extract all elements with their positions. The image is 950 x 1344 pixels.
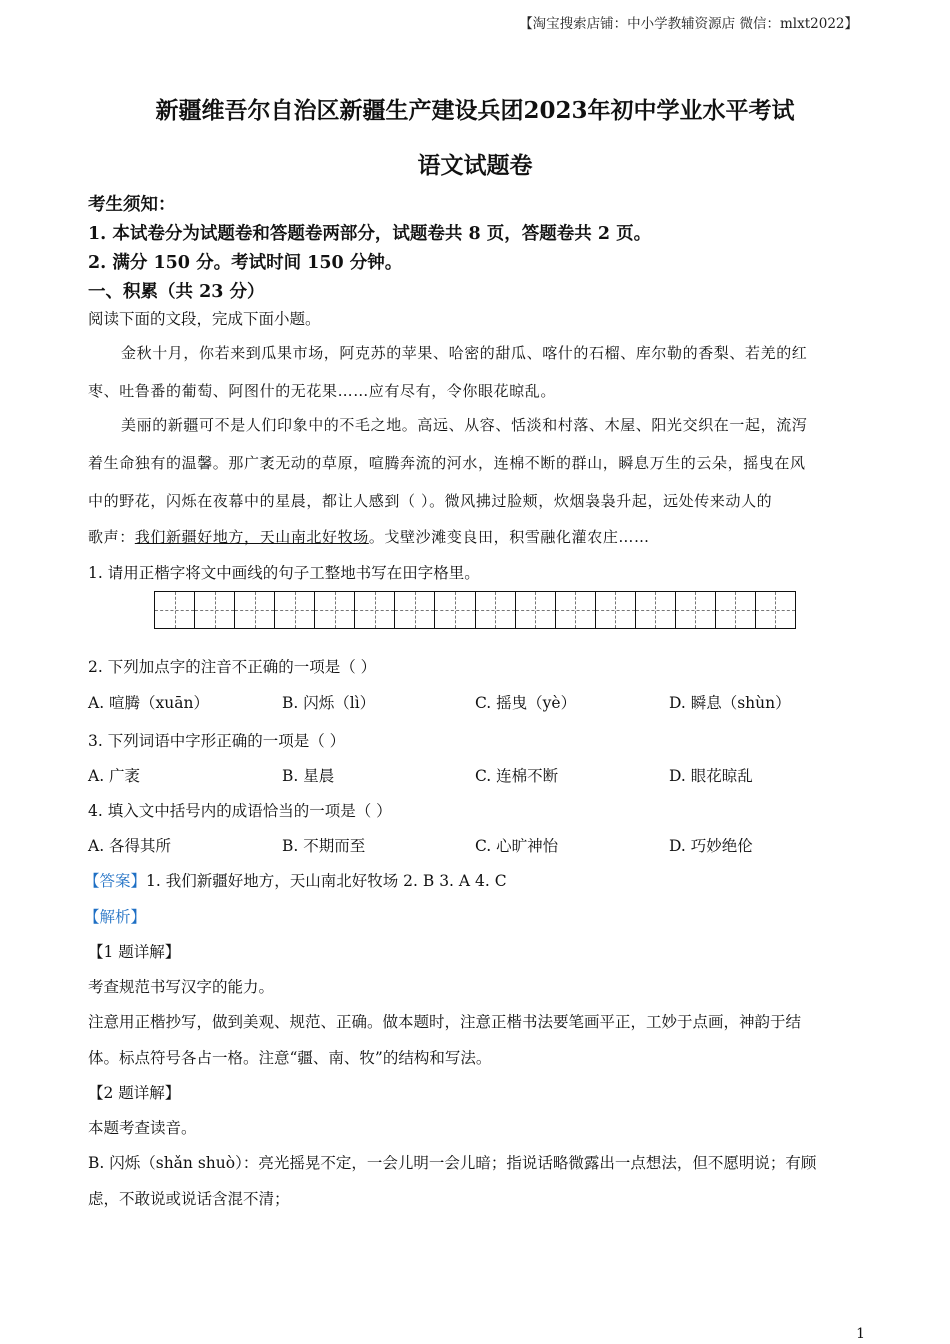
- page-number: 1: [856, 1326, 865, 1342]
- grid-cell[interactable]: [315, 592, 355, 628]
- passage-line: 着生命独有的温馨。那广袤无动的草原，喧腾奔流的河水，连棉不断的群山，瞬息万生的云朵，摇曳在风: [88, 454, 806, 472]
- shop-note: 【淘宝搜索店铺：中小学教辅资源店 微信：mlxt2022】: [519, 16, 858, 32]
- grid-cell[interactable]: [435, 592, 475, 628]
- grid-cell[interactable]: [235, 592, 275, 628]
- passage-text: 。戈壁沙滩变良田，积雪融化灌农庄……: [368, 528, 650, 546]
- analysis-line: 考查规范书写汉字的能力。: [88, 978, 275, 996]
- grid-cell[interactable]: [275, 592, 315, 628]
- grid-cell[interactable]: [195, 592, 235, 628]
- question-2: 2. 下列加点字的注音不正确的一项是（ ）: [88, 658, 377, 676]
- grid-cell[interactable]: [395, 592, 435, 628]
- q4-option-b: B. 不期而至: [282, 837, 366, 855]
- notice-heading: 考生须知：: [88, 195, 176, 215]
- reading-instruction: 阅读下面的文段，完成下面小题。: [88, 310, 321, 328]
- answer-line: [84, 869, 507, 891]
- question-4: 4. 填入文中括号内的成语恰当的一项是（ ）: [88, 802, 392, 820]
- notice-item-2: 2. 满分 150 分。考试时间 150 分钟。: [88, 253, 403, 273]
- q2-option-d: D. 瞬息（shùn）: [669, 694, 791, 712]
- q4-option-d: D. 巧妙绝伦: [669, 837, 753, 855]
- question-3: 3. 下列词语中字形正确的一项是（ ）: [88, 732, 346, 750]
- q2-option-c: C. 摇曳（yè）: [475, 694, 577, 712]
- q3-option-a: A. 广袤: [88, 767, 141, 785]
- q2-option-a: A. 喧腾（xuān）: [88, 694, 209, 712]
- grid-cell[interactable]: [355, 592, 395, 628]
- q3-option-b: B. 星晨: [282, 767, 335, 785]
- grid-cell[interactable]: [556, 592, 596, 628]
- answer-label: 【答案】: [84, 872, 147, 890]
- grid-cell[interactable]: [756, 592, 795, 628]
- q3-option-c: C. 连棉不断: [475, 767, 559, 785]
- analysis-line: B. 闪烁（shǎn shuò）：亮光摇晃不定，一会儿明一会儿暗；指说话略微露出一点想法，但不愿明说；有顾: [88, 1154, 817, 1172]
- passage-line: 中的野花，闪烁在夜幕中的星晨，都让人感到（ ）。微风拂过脸颊，炊烟袅袅升起，远处传来动人的: [88, 492, 773, 510]
- passage-line: 枣、吐鲁番的葡萄、阿图什的无花果……应有尽有，令你眼花晾乱。: [88, 382, 557, 400]
- section-heading: 一、积累（共 23 分）: [88, 282, 265, 302]
- tianzige-grid[interactable]: [154, 591, 796, 629]
- q4-option-a: A. 各得其所: [88, 837, 172, 855]
- answer-text: 1. 我们新疆好地方，天山南北好牧场 2. B 3. A 4. C: [146, 872, 507, 890]
- q3-option-d: D. 眼花晾乱: [669, 767, 753, 785]
- q1-analysis-heading: 【1 题详解】: [88, 943, 181, 961]
- analysis-line: 注意用正楷抄写，做到美观、规范、正确。做本题时，注意正楷书法要笔画平正，工妙于点画，神韵于结: [88, 1013, 802, 1031]
- analysis-line: 体。标点符号各占一格。注意“疆、南、牧”的结构和写法。: [88, 1049, 492, 1067]
- grid-cell[interactable]: [596, 592, 636, 628]
- q2-option-b: B. 闪烁（lì）: [282, 694, 376, 712]
- passage-line: 金秋十月，你若来到瓜果市场，阿克苏的苹果、哈密的甜瓜、喀什的石榴、库尔勒的香梨、若羌的红: [121, 344, 808, 362]
- analysis-line: 虑，不敢说或说话含混不清；: [88, 1190, 290, 1208]
- grid-cell[interactable]: [516, 592, 556, 628]
- passage-text: 歌声：: [88, 528, 135, 546]
- question-1: 1. 请用正楷字将文中画线的句子工整地书写在田字格里。: [88, 564, 480, 582]
- exam-title: 新疆维吾尔自治区新疆生产建设兵团2023年初中学业水平考试: [155, 97, 795, 124]
- grid-cell[interactable]: [155, 592, 195, 628]
- underlined-sentence: 我们新疆好地方，天山南北好牧场: [134, 528, 369, 546]
- grid-cell[interactable]: [476, 592, 516, 628]
- paper-subtitle: 语文试题卷: [417, 152, 533, 179]
- grid-cell[interactable]: [716, 592, 756, 628]
- passage-line: [88, 526, 650, 547]
- analysis-label: 【解析】: [84, 908, 147, 926]
- passage-line: 美丽的新疆可不是人们印象中的不毛之地。高远、从容、恬淡和村落、木屋、阳光交织在一起，流泻: [121, 416, 808, 434]
- notice-item-1: 1. 本试卷分为试题卷和答题卷两部分，试题卷共 8 页，答题卷共 2 页。: [88, 224, 652, 244]
- q4-option-c: C. 心旷神怡: [475, 837, 559, 855]
- analysis-line: 本题考查读音。: [88, 1119, 197, 1137]
- q2-analysis-heading: 【2 题详解】: [88, 1084, 181, 1102]
- grid-cell[interactable]: [676, 592, 716, 628]
- grid-cell[interactable]: [636, 592, 676, 628]
